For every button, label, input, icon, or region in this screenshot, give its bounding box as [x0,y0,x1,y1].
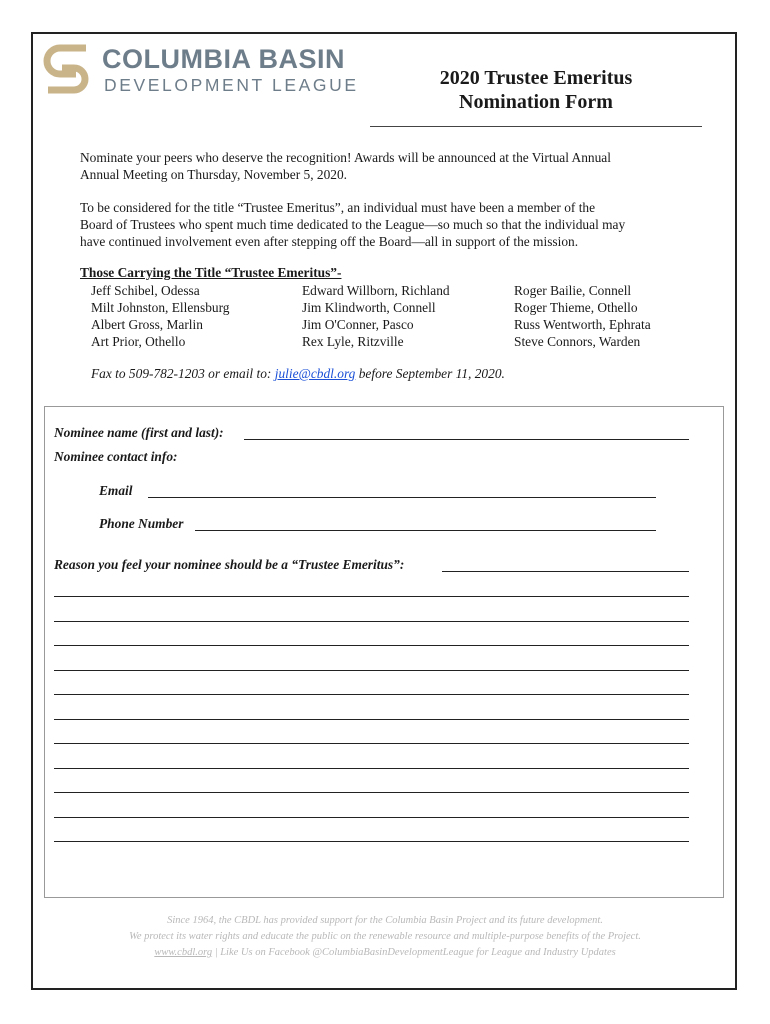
emeritus-name: Edward Willborn, Richland [302,283,450,298]
emeritus-name: Steve Connors, Warden [514,334,641,349]
emeritus-name: Jeff Schibel, Odessa [91,283,200,298]
emeritus-name: Russ Wentworth, Ephrata [514,317,651,332]
answer-line[interactable] [54,768,689,769]
title-divider [370,126,702,127]
emeritus-name: Jim Klindworth, Connell [302,300,436,315]
answer-line[interactable] [54,743,689,744]
nominee-name-field[interactable] [244,439,689,440]
answer-line[interactable] [54,670,689,671]
answer-line[interactable] [54,841,689,842]
fax-text: Fax to 509-782-1203 or email to: [91,366,272,381]
intro-paragraph [80,149,690,183]
footer-line [40,945,730,961]
league-logo [42,42,372,98]
phone-label: Phone Number [99,516,184,531]
emeritus-column-1 [91,282,230,350]
emeritus-list-heading: Those Carrying the Title “Trustee Emeritus”- [80,265,342,280]
answer-line[interactable] [54,596,689,597]
deadline-text: before September 11, 2020. [358,366,505,381]
answer-line[interactable] [54,817,689,818]
criteria-line: To be considered for the title “Trustee Emeritus”, an individual must have been a member of the [80,200,596,215]
phone-field[interactable] [195,530,656,531]
cb-monogram-icon [42,42,92,96]
contact-info-label: Nominee contact info: [54,449,178,464]
logo-subtitle: DEVELOPMENT LEAGUE [104,75,359,95]
email-field[interactable] [148,497,656,498]
intro-line: Nominate your peers who deserve the recognition! Awards will be announced at the Virtual Annual [80,150,611,165]
form-title [372,66,700,114]
nominee-name-label: Nominee name (first and last): [54,425,224,440]
intro-line: Annual Meeting on Thursday, November 5, 2020. [80,167,348,182]
criteria-line: have continued involvement even after stepping off the Board—all in support of the mission. [80,234,579,249]
email-link[interactable]: julie@cbdl.org [274,366,356,381]
emeritus-name: Jim O'Conner, Pasco [302,317,414,332]
emeritus-name: Rex Lyle, Ritzville [302,334,404,349]
emeritus-name: Albert Gross, Marlin [91,317,203,332]
answer-line[interactable] [54,694,689,695]
answer-line[interactable] [54,792,689,793]
criteria-line: Board of Trustees who spent much time dedicated to the League—so much so that the individual may [80,217,626,232]
answer-line[interactable] [54,719,689,720]
logo-name: COLUMBIA BASIN [102,44,345,74]
answer-line[interactable] [54,645,689,646]
emeritus-name: Roger Bailie, Connell [514,283,632,298]
nomination-form [44,406,724,898]
emeritus-name: Milt Johnston, Ellensburg [91,300,230,315]
emeritus-column-3 [514,282,651,350]
website-link[interactable]: www.cbdl.org [154,947,213,958]
answer-line[interactable] [54,621,689,622]
emeritus-name: Art Prior, Othello [91,334,186,349]
footer-line: We protect its water rights and educate the public on the renewable resource and multiple-purpose benefits of the Project. [129,931,641,942]
email-label: Email [99,483,133,498]
form-title-line1: 2020 Trustee Emeritus [439,67,633,89]
form-title-line2: Nomination Form [459,91,613,113]
submission-instructions [91,366,505,382]
reason-field[interactable] [442,571,689,572]
footer-social-text: | Like Us on Facebook @ColumbiaBasinDevelopmentLeague for League and Industry Updates [212,947,616,958]
emeritus-name: Roger Thieme, Othello [514,300,638,315]
criteria-paragraph [80,199,690,250]
emeritus-column-2 [302,282,450,350]
reason-label: Reason you feel your nominee should be a “Trustee Emeritus”: [54,557,405,572]
footer-line: Since 1964, the CBDL has provided support for the Columbia Basin Project and its future development. [167,915,603,926]
